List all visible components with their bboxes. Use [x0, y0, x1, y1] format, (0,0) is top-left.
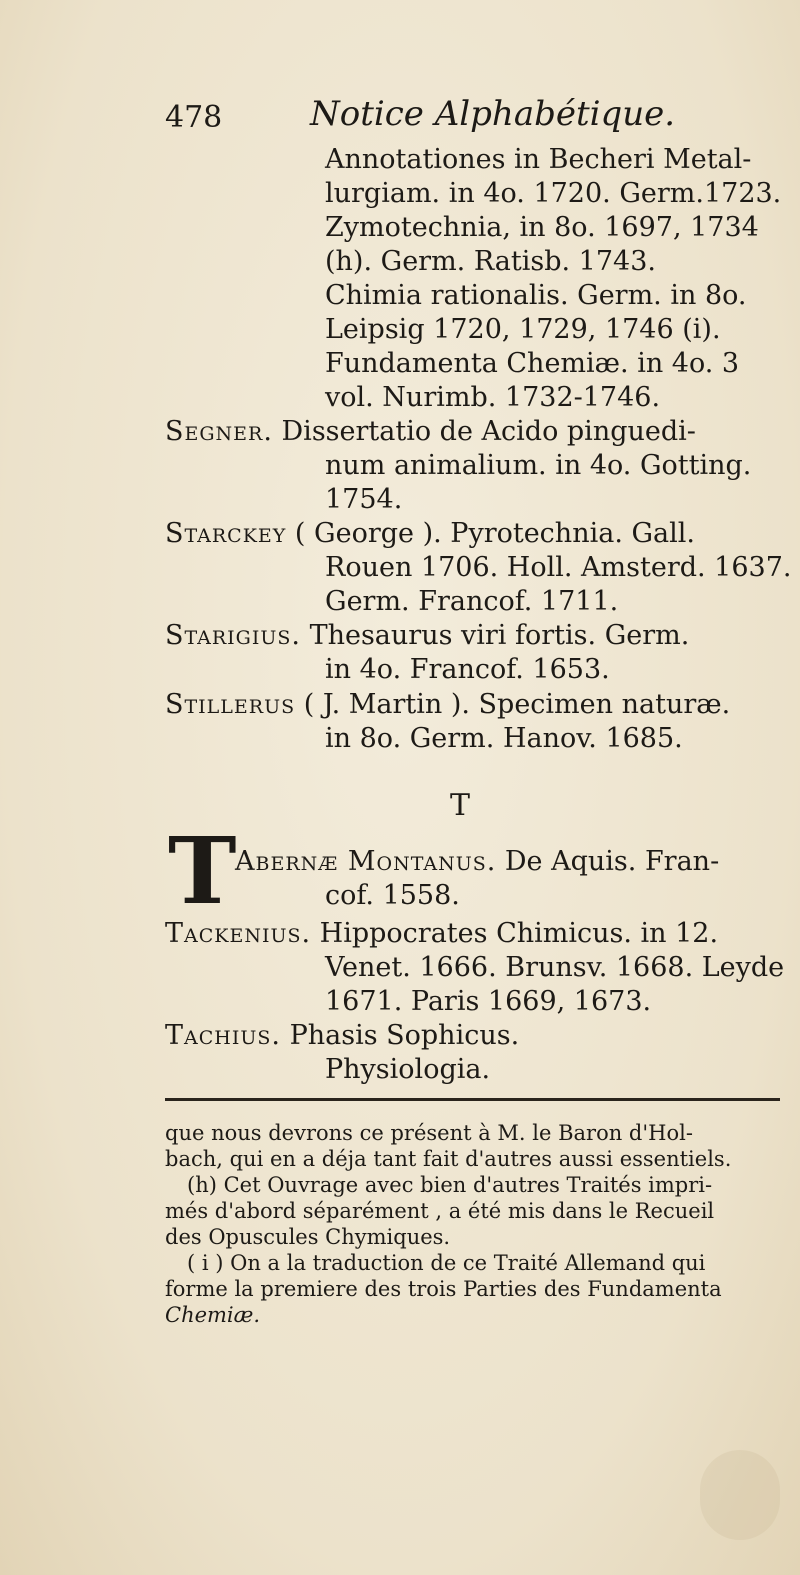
author-name: Stillerus — [165, 689, 296, 720]
entry-segner — [165, 415, 751, 517]
entry-line: Venet. 1666. Brunsv. 1668. Leyde — [325, 952, 785, 983]
entry-line: vol. Nurimb. 1732-1746. — [325, 382, 661, 413]
entry-line: 1754. — [325, 484, 403, 515]
footnotes — [165, 1120, 790, 1328]
entry-line: De Aquis. Fran- — [504, 846, 720, 877]
entry-line: in 4o. Francof. 1653. — [325, 654, 610, 685]
entry-line: ( George ). Pyrotechnia. Gall. — [294, 518, 696, 549]
entry-line: Rouen 1706. Holl. Amsterd. 1637. — [325, 552, 792, 583]
entry-line: Annotationes in Becheri Metal- — [325, 144, 752, 175]
section-heading: T — [450, 788, 471, 823]
entry-line: ( J. Martin ). Specimen naturæ. — [303, 689, 731, 720]
entry-line: Hippocrates Chimicus. in 12. — [319, 918, 719, 949]
entry-line: num animalium. in 4o. Gotting. — [325, 450, 752, 481]
author-name: Tackenius. — [165, 918, 312, 949]
entry-line: (h). Germ. Ratisb. 1743. — [325, 246, 656, 277]
entry-line: Phasis Sophicus. — [289, 1020, 520, 1051]
entry-first-line — [165, 517, 791, 551]
entry-line: cof. 1558. — [325, 880, 460, 911]
footnote-line: Chemiæ. — [165, 1303, 261, 1327]
footnote-line: que nous devrons ce présent à M. le Baron d'Hol- — [165, 1121, 693, 1145]
footnote-line: bach, qui en a déja tant fait d'autres aussi essentiels. — [165, 1147, 732, 1171]
entry-first-line — [165, 917, 784, 951]
footnote-line: des Opuscules Chymiques. — [165, 1225, 451, 1249]
entry-line: Physiologia. — [325, 1054, 491, 1085]
page-number: 478 — [165, 100, 223, 135]
running-title: Notice Alphabétique. — [310, 94, 676, 134]
entry-line: Leipsig 1720, 1729, 1746 (i). — [325, 314, 721, 345]
author-name: Starckey — [165, 518, 287, 549]
author-name: Segner. — [165, 416, 273, 447]
footnote-line: (h) Cet Ouvrage avec bien d'autres Traités impri- — [187, 1173, 713, 1197]
entry-line: lurgiam. in 4o. 1720. Germ.1723. — [325, 178, 782, 209]
entry-continuation — [165, 143, 781, 415]
footnote-line: ( i ) On a la traduction de ce Traité Allemand qui — [187, 1251, 706, 1275]
entry-first-line — [165, 688, 730, 722]
entry-tachius — [165, 1019, 519, 1087]
footnote-divider — [165, 1098, 780, 1101]
entry-line: Thesaurus viri fortis. Germ. — [309, 620, 690, 651]
author-name: Abernæ Montanus. — [235, 846, 497, 877]
drop-cap: T — [168, 817, 237, 925]
footnote-line: més d'abord séparément , a été mis dans le Recueil — [165, 1199, 715, 1223]
entry-line: Germ. Francof. 1711. — [325, 586, 619, 617]
entry-first-line — [165, 415, 751, 449]
paper-stain — [700, 1450, 780, 1540]
entry-line: Fundamenta Chemiæ. in 4o. 3 — [325, 348, 740, 379]
entry-first-line — [165, 1019, 519, 1053]
entry-line: 1671. Paris 1669, 1673. — [325, 986, 652, 1017]
entry-line: in 8o. Germ. Hanov. 1685. — [325, 723, 683, 754]
entry-first-line — [165, 619, 689, 653]
footnote-line: forme la premiere des trois Parties des Fundamenta — [165, 1277, 722, 1301]
author-name: Tachius. — [165, 1020, 281, 1051]
entry-starckey — [165, 517, 791, 619]
author-name: Starigius. — [165, 620, 301, 651]
entry-stillerus — [165, 688, 730, 756]
entry-abernae — [235, 845, 719, 913]
entry-starigius — [165, 619, 689, 687]
entry-line: Chimia rationalis. Germ. in 8o. — [325, 280, 747, 311]
entry-first-line — [235, 845, 719, 879]
entry-line: Zymotechnia, in 8o. 1697, 1734 — [325, 212, 759, 243]
entry-line: Dissertatio de Acido pinguedi- — [281, 416, 696, 447]
entry-tackenius — [165, 917, 784, 1019]
